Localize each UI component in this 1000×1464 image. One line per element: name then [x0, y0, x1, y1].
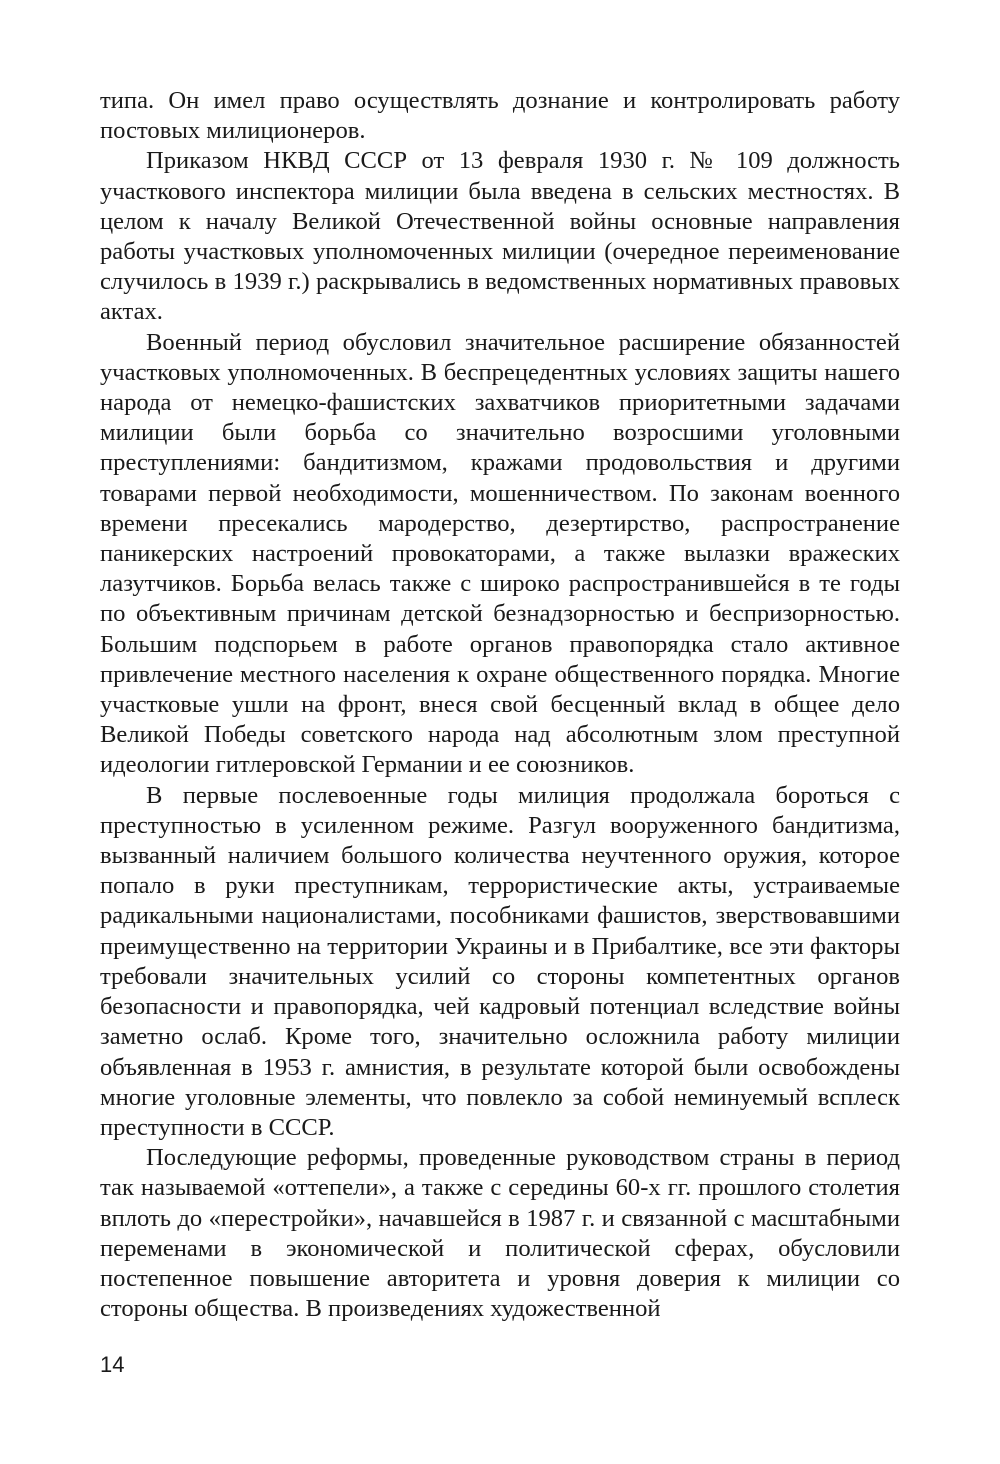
paragraph-3: Военный период обусловил значительное расширение обязанностей участковых уполномоченных. В беспрецедентных условиях защиты нашего народа от немецко-фашистских захватчиков приоритетными задачами милиции были борьба со значительно возросшими уголовными преступлениями: бандитизмом, кражами продовольствия и другими товарами первой необходимости, мошенничеством. По законам военного времени пресекались мародерство, дезертирство, распространение паникерских настроений провокаторами, а также вылазки вражеских лазутчиков. Борьба велась также с широко распространившейся в те годы по объективным причинам детской безнадзорностью и беспризорностью. Большим подспорьем в работе органов правопорядка стало активное привлечение местного населения к охране общественного порядка. Многие участковые ушли на фронт, внеся свой бесценный вклад в общее дело Великой Победы советского народа над абсолютным злом преступной идеологии гитлеровской Германии и ее союзников. — [100, 328, 900, 779]
paragraph-4: В первые послевоенные годы милиция продолжала бороться с преступностью в усиленном режиме. Разгул вооруженного бандитизма, вызванный наличием большого количества неучтенного оружия, которое попало в руки преступникам, террористические акты, устраиваемые радикальными националистами, пособниками фашистов, зверствовавшими преимущественно на территории Украины и в Прибалтике, все эти факторы требовали значительных усилий со стороны компетентных органов безопасности и правопорядка, чей кадровый потенциал вследствие войны заметно ослаб. Кроме того, значительно осложнила работу милиции объявленная в 1953 г. амнистия, в результате которой были освобождены многие уголовные элементы, что повлекло за собой неминуемый всплеск преступности в СССР. — [100, 781, 900, 1141]
paragraph-2: Приказом НКВД СССР от 13 февраля 1930 г. № 109 должность участкового инспектора милиции была введена в сельских местностях. В целом к началу Великой Отечественной войны основные направления работы участковых уполномоченных милиции (очередное переименование случилось в 1939 г.) раскрывались в ведомственных нормативных правовых актах. — [100, 147, 900, 326]
paragraph-1: типа. Он имел право осуществлять дознание и контролировать работу постовых милиционеров. — [100, 87, 900, 145]
paragraph-5: Последующие реформы, проведенные руководством страны в период так называемой «оттепели», а также с середины 60-х гг. прошлого столетия вплоть до «перестройки», начавшейся в 1987 г. и связанной с масштабными переменами в экономической и политической сферах, обусловили постепенное повышение авторитета и уровня доверия к милиции со стороны общества. В произведениях художественной — [100, 1144, 900, 1323]
page-body — [100, 86, 900, 1324]
page-number: 14 — [100, 1352, 125, 1377]
